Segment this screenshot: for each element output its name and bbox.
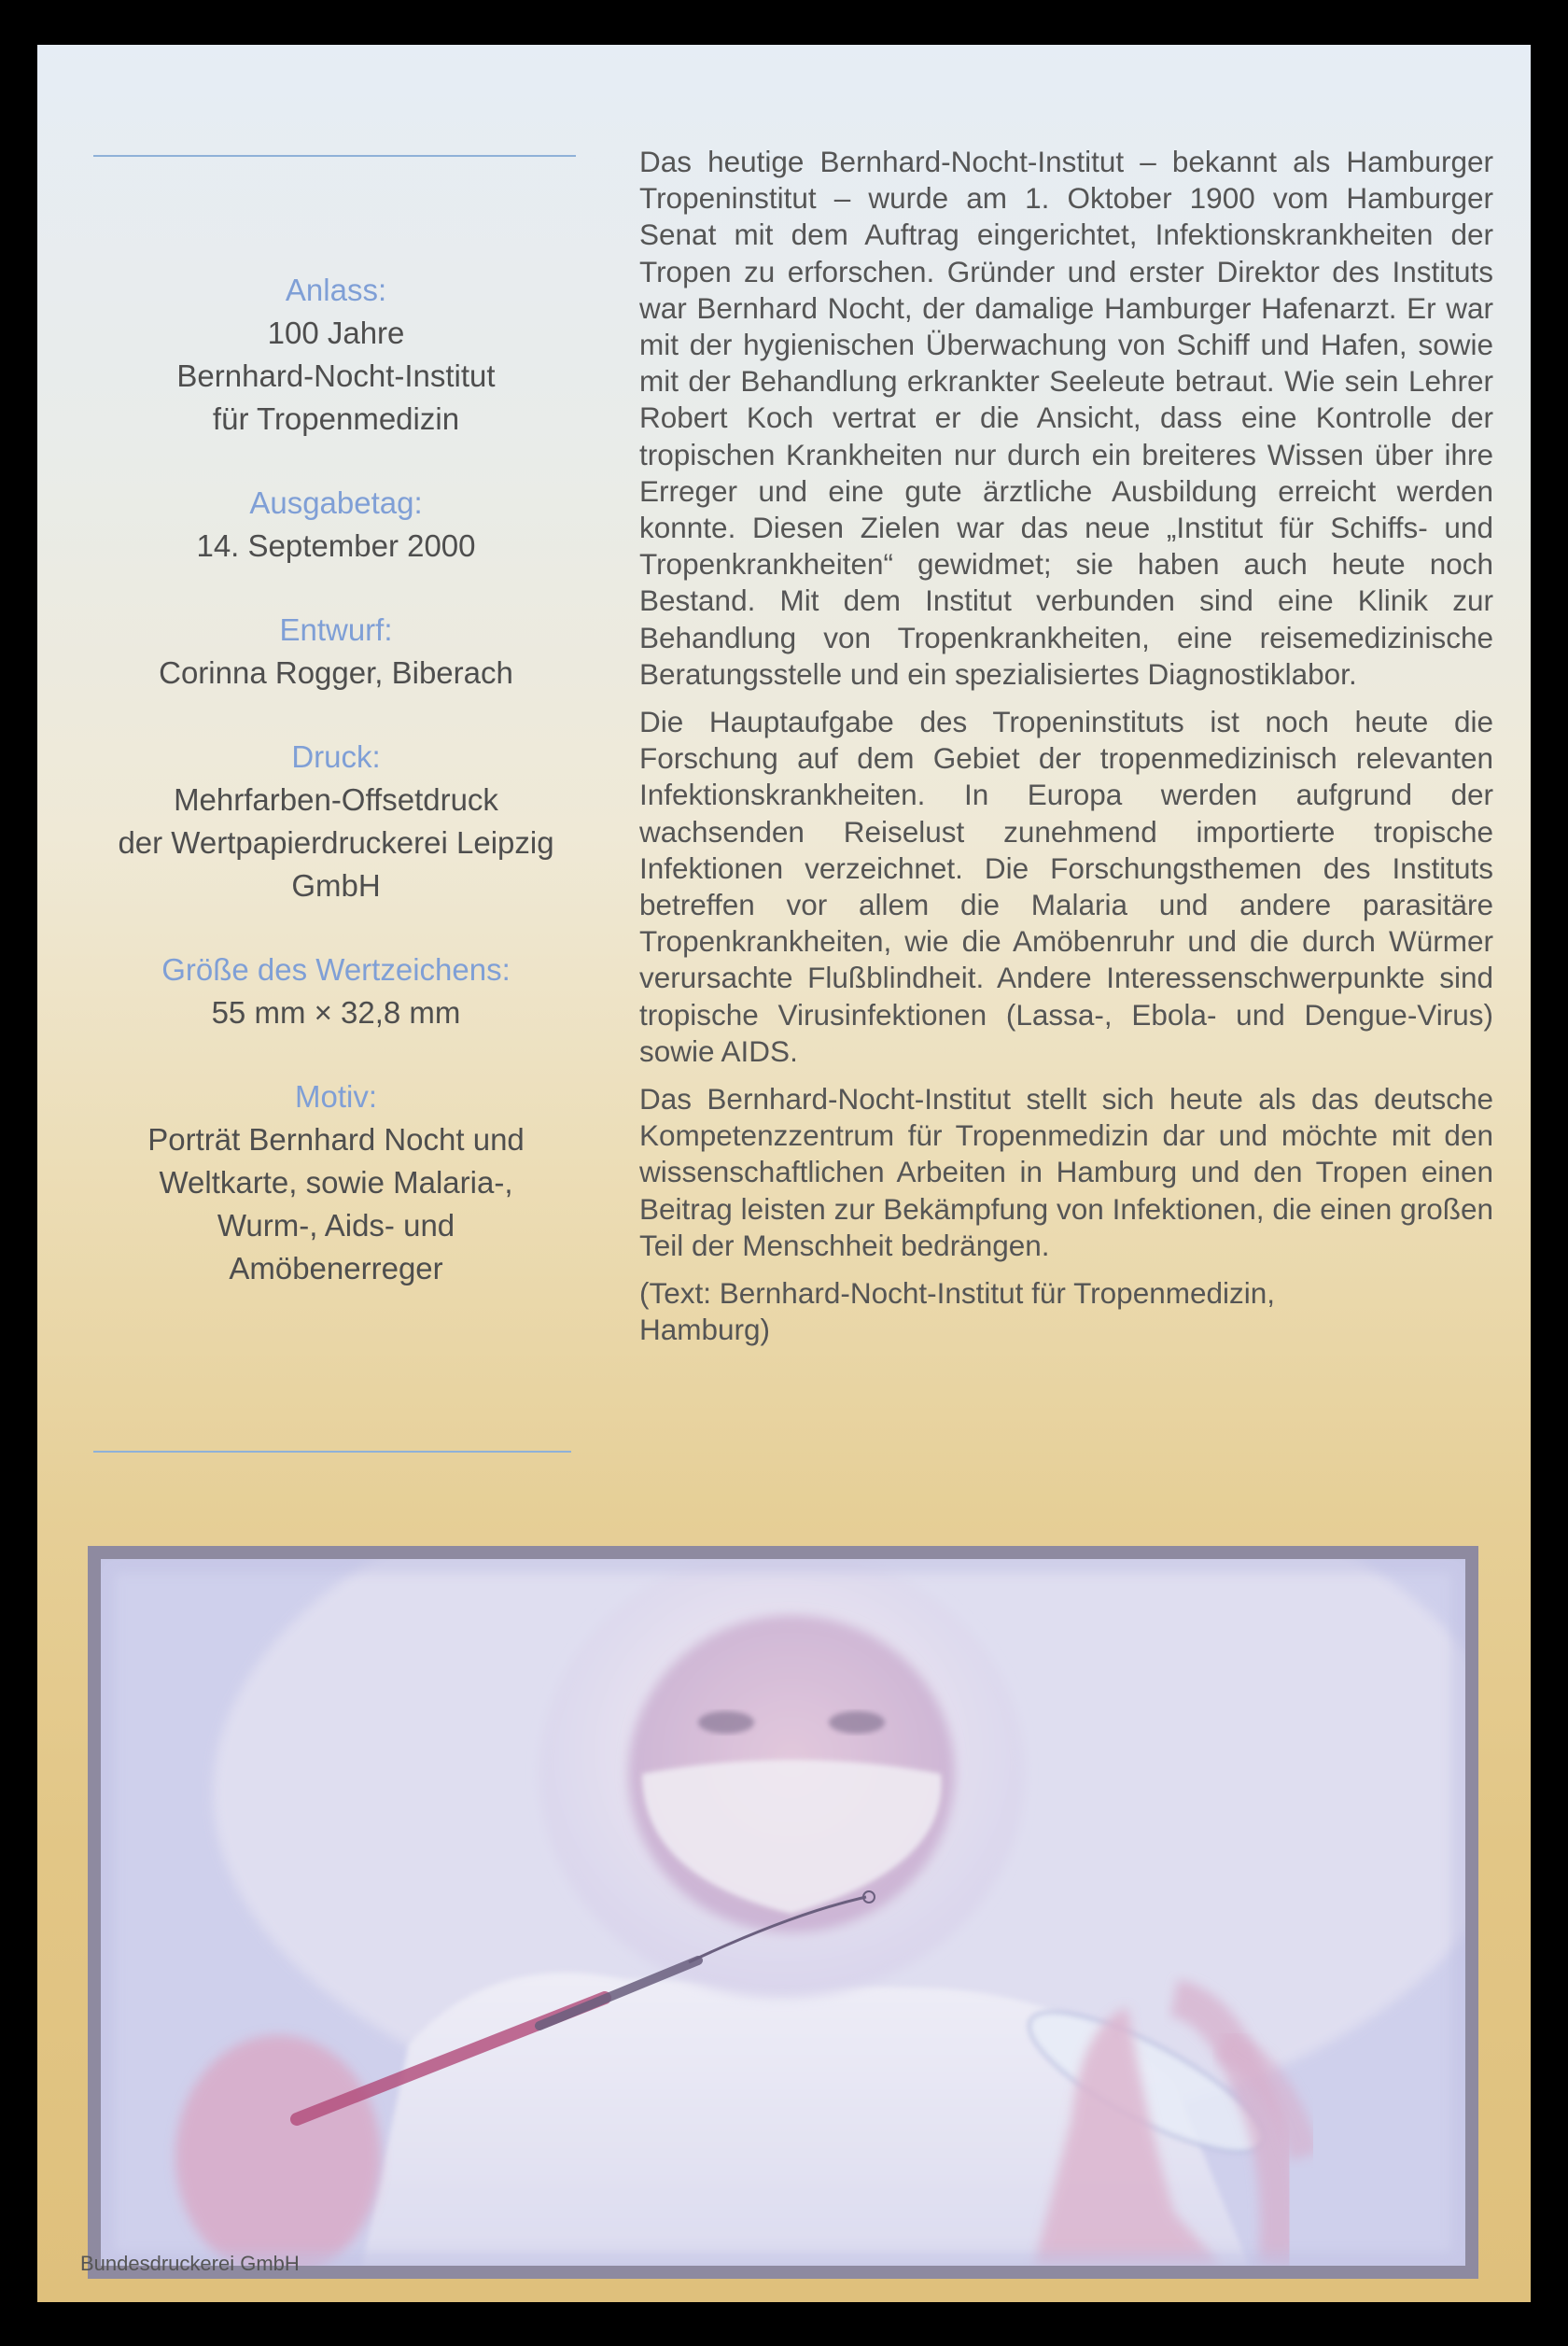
motiv-line: Porträt Bernhard Nocht und — [147, 1122, 525, 1157]
text-credit-line-2: Hamburg) — [639, 1313, 771, 1347]
druck-block — [93, 736, 579, 907]
stamp-info-column — [93, 269, 579, 1331]
text-credit — [639, 1275, 1493, 1348]
ausgabetag-label: Ausgabetag: — [249, 485, 423, 520]
entwurf-block — [93, 609, 579, 695]
body-text — [639, 144, 1493, 1360]
anlass-line: für Tropenmedizin — [212, 401, 460, 436]
paragraph-3: Das Bernhard-Nocht-Institut stellt sich heute als das deutsche Kompetenzzentrum für Tropenmedizin dar und möchte mit den wissenschaftlichen Arbeiten in Hamburg und den Tropen einen Beitrag leisten zur Bekämpfung von Infektionen, die einen großen Teil der Menschheit bedrängen. — [639, 1082, 1493, 1262]
entwurf-label: Entwurf: — [279, 612, 393, 647]
lab-researcher-photo — [101, 1559, 1465, 2266]
druck-line: Mehrfarben-Offsetdruck — [174, 782, 498, 817]
druck-label: Druck: — [291, 739, 381, 774]
motiv-label: Motiv: — [294, 1079, 377, 1114]
motiv-line: Amöbenerreger — [229, 1251, 443, 1285]
ausgabetag-block — [93, 482, 579, 568]
groesse-block — [93, 948, 579, 1034]
motiv-block — [93, 1075, 579, 1290]
printer-credit: Bundesdruckerei GmbH — [80, 2252, 300, 2275]
photo-frame — [88, 1546, 1478, 2279]
bottom-divider — [93, 1451, 571, 1453]
document-sheet — [37, 45, 1531, 2302]
motiv-line: Wurm-, Aids- und — [217, 1208, 455, 1243]
top-divider — [93, 155, 576, 157]
entwurf-value: Corinna Rogger, Biberach — [159, 655, 513, 690]
photo-illustration — [101, 1559, 1465, 2266]
paragraph-1: Das heutige Bernhard-Nocht-Institut – bekannt als Hamburger Tropeninstitut – wurde am 1. Oktober 1900 vom Hamburger Senat mit dem Auftrag eingerichtet, Infektionskrankheiten der Tropen zu erforschen. Gründer und erster Direktor des Instituts war Bernhard Nocht, der damalige Hamburger Hafenarzt. Er war mit der hygienischen Überwachung von Schiff und Hafen, sowie mit der Behandlung erkrankter Seeleute betraut. Wie sein Lehrer Robert Koch vertrat er die Ansicht, dass eine Kontrolle der tropischen Krankheiten nur durch ein breiteres Wissen über ihre Erreger und eine gute ärztliche Ausbildung erreicht werden konnte. Diesen Zielen war das neue „Institut für Schiffs- und Tropenkrankheiten“ gewidmet; sie haben auch heute noch Bestand. Mit dem Institut verbunden sind eine Klinik zur Behandlung von Tropenkrankheiten, eine reisemedizinische Beratungsstelle und ein spezialisiertes Diagnostiklabor. — [639, 145, 1493, 691]
druck-line: GmbH — [291, 868, 381, 903]
anlass-block — [93, 269, 579, 441]
groesse-value: 55 mm × 32,8 mm — [211, 995, 461, 1030]
ausgabetag-value: 14. September 2000 — [196, 528, 476, 563]
anlass-label: Anlass: — [285, 273, 387, 307]
groesse-label: Größe des Wertzeichens: — [161, 952, 511, 987]
paragraph-2: Die Hauptaufgabe des Tropeninstituts ist noch heute die Forschung auf dem Gebiet der tropenmedizinisch relevanten Infektionskrankheiten. In Europa werden aufgrund der wachsenden Reiselust zunehmend importierte tropische Infektionen verzeichnet. Die Forschungsthemen des Instituts betreffen vor allem die Malaria und andere parasitäre Tropenkrankheiten, wie die Amöbenruhr und die durch Würmer verursachte Flußblindheit. Andere Interessenschwerpunkte sind tropische Virusinfektionen (Lassa-, Ebola- und Dengue-Virus) sowie AIDS. — [639, 705, 1493, 1068]
anlass-line: 100 Jahre — [267, 316, 405, 350]
druck-line: der Wertpapierdruckerei Leipzig — [118, 825, 554, 860]
anlass-line: Bernhard-Nocht-Institut — [176, 358, 496, 393]
text-credit-line-1: (Text: Bernhard-Nocht-Institut für Tropenmedizin, — [639, 1276, 1276, 1311]
motiv-line: Weltkarte, sowie Malaria-, — [159, 1165, 513, 1200]
